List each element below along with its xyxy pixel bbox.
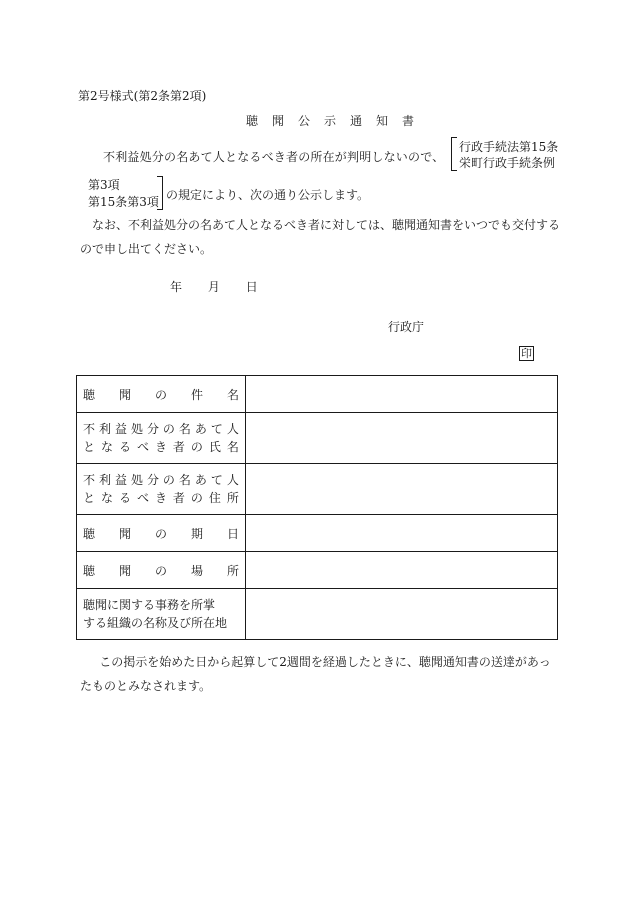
label-organization-line2: する組織の名称及び所在地 — [83, 616, 228, 630]
paragraph1-lead: 不利益処分の名あて人となるべき者の所在が判明しないので、 — [103, 150, 445, 164]
value-organization[interactable] — [246, 589, 558, 640]
label-char: き — [154, 491, 167, 505]
law-options-bracket — [451, 137, 564, 171]
value-hearing-place[interactable] — [246, 552, 558, 589]
label-char: 聴 — [83, 526, 96, 541]
value-subject[interactable] — [246, 376, 558, 413]
label-char: 所 — [226, 563, 239, 578]
label-char: 処 — [130, 473, 143, 487]
date-day-label: 日 — [245, 280, 258, 294]
label-char: 者 — [172, 440, 185, 454]
label-char: あ — [194, 473, 207, 487]
label-char: 期 — [190, 526, 203, 541]
item-options-bracket — [86, 176, 163, 210]
label-char: の — [190, 491, 203, 505]
form-number: 第2号様式(第2条第2項) — [78, 89, 207, 103]
label-char: 名 — [226, 440, 239, 454]
authority-label: 行政庁 — [388, 320, 425, 334]
law-option-2: 栄町行政手続条例 — [459, 156, 556, 170]
law-option-1: 行政手続法第15条 — [459, 140, 559, 154]
label-char: 人 — [226, 473, 239, 487]
table-row-subject — [77, 376, 558, 413]
label-char: 聞 — [118, 387, 131, 402]
label-char: と — [83, 491, 96, 505]
hearing-info-table — [76, 375, 558, 640]
label-char: な — [100, 491, 113, 505]
paragraph1-tail: の規定により、次の通り公示します。 — [166, 188, 370, 202]
table-row-hearing-date — [77, 515, 558, 552]
label-char: 利 — [98, 422, 111, 436]
label-char: の — [162, 473, 175, 487]
label-hearing-date — [77, 515, 246, 552]
label-char: き — [154, 440, 167, 454]
label-char: 名 — [226, 387, 239, 402]
table-row-hearing-place — [77, 552, 558, 589]
label-char: の — [190, 440, 203, 454]
label-char: 人 — [226, 422, 239, 436]
label-char: 益 — [114, 473, 127, 487]
label-recipient-address — [77, 464, 246, 515]
label-char: の — [154, 526, 167, 541]
label-hearing-place — [77, 552, 246, 589]
label-char: 所 — [226, 491, 239, 505]
label-char: 者 — [172, 491, 185, 505]
label-char: て — [210, 473, 223, 487]
value-recipient-name[interactable] — [246, 413, 558, 464]
label-char: 名 — [178, 473, 191, 487]
label-char: と — [83, 440, 96, 454]
label-subject — [77, 376, 246, 413]
label-char: 益 — [114, 422, 127, 436]
label-organization — [77, 589, 246, 640]
date-month-label: 月 — [207, 280, 220, 294]
label-char: る — [118, 491, 131, 505]
label-char: あ — [194, 422, 207, 436]
label-char: の — [154, 387, 167, 402]
item-option-1: 第3項 — [88, 178, 120, 192]
seal-mark: 印 — [521, 347, 532, 360]
table-row-organization — [77, 589, 558, 640]
value-hearing-date[interactable] — [246, 515, 558, 552]
label-char: 処 — [130, 422, 143, 436]
label-char: 分 — [146, 422, 159, 436]
label-char: 不 — [83, 473, 96, 487]
label-char: べ — [136, 440, 149, 454]
label-char: 聴 — [83, 387, 96, 402]
label-char: 場 — [190, 563, 203, 578]
table-row-recipient-name — [77, 413, 558, 464]
label-organization-line1: 聴聞に関する事務を所掌 — [83, 598, 216, 612]
label-char: 日 — [226, 526, 239, 541]
label-char: 聞 — [118, 526, 131, 541]
label-char: 分 — [146, 473, 159, 487]
label-char: な — [100, 440, 113, 454]
label-char: 利 — [98, 473, 111, 487]
label-char: の — [154, 563, 167, 578]
date-line — [170, 278, 258, 295]
item-option-2: 第15条第3項 — [88, 195, 159, 209]
value-recipient-address[interactable] — [246, 464, 558, 515]
label-char: 件 — [190, 387, 203, 402]
label-char: べ — [136, 491, 149, 505]
paragraph2: なお、不利益処分の名あて人となるべき者に対しては、聴聞通知書をいつでも交付するので申し出てください。 — [80, 218, 561, 256]
label-char: 氏 — [208, 440, 221, 454]
label-char: 不 — [83, 422, 96, 436]
label-char: 聞 — [118, 563, 131, 578]
label-char: の — [162, 422, 175, 436]
label-char: 住 — [208, 491, 221, 505]
label-char: て — [210, 422, 223, 436]
label-char: 聴 — [83, 563, 96, 578]
document-title: 聴聞公示通知書 — [246, 114, 429, 128]
label-char: 名 — [178, 422, 191, 436]
date-year-label: 年 — [170, 280, 183, 294]
label-char: る — [118, 440, 131, 454]
table-row-recipient-address — [77, 464, 558, 515]
label-recipient-name — [77, 413, 246, 464]
service-note: この掲示を始めた日から起算して2週間を経過したときに、聴聞通知書の送達があったものとみなされます。 — [80, 655, 551, 693]
